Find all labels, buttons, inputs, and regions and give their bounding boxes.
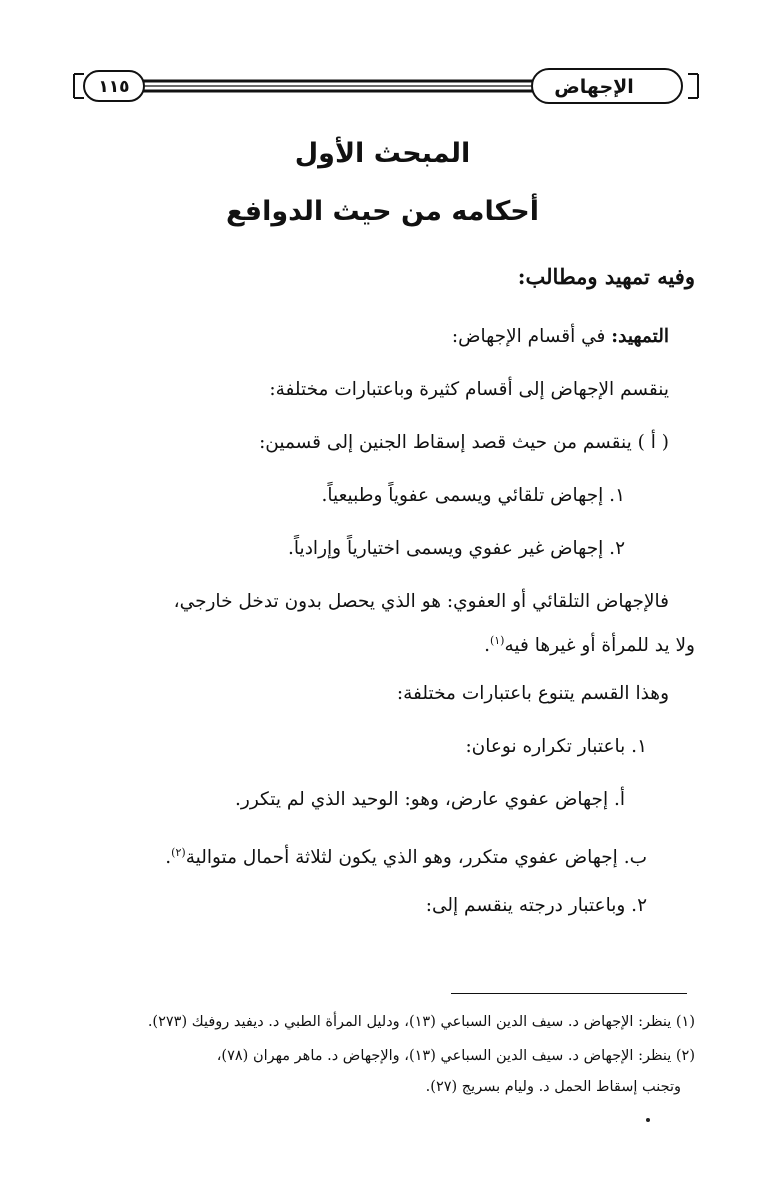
paragraph-7 <box>165 838 647 873</box>
paragraph-1: ينقسم الإجهاض إلى أقسام كثيرة وباعتبارات مختلفة: <box>269 379 669 400</box>
paragraph-7-text: ب. إجهاض عفوي متكرر، وهو الذي يكون لثلاثة أحمال متوالية <box>185 847 647 869</box>
paragraph-3-end: . <box>484 635 490 657</box>
section-subheading: أحكامه من حيث الدوافع <box>225 196 540 227</box>
stray-dot <box>646 1118 650 1122</box>
paragraph-8: ٢. وباعتبار درجته ينقسم إلى: <box>425 895 647 916</box>
footnote-divider <box>451 993 687 994</box>
list-item-1: ١. إجهاض تلقائي ويسمى عفوياً وطبيعياً. <box>321 485 625 506</box>
paragraph-4: وهذا القسم يتنوع باعتبارات مختلفة: <box>396 683 669 704</box>
paragraph-6: أ. إجهاض عفوي عارض، وهو: الوحيد الذي لم يتكرر. <box>235 789 625 810</box>
intro-line <box>452 322 669 352</box>
footnote-ref-2[interactable]: (٢) <box>171 846 186 859</box>
paragraph-7-end: . <box>165 847 172 869</box>
paragraph-3-line-1: فالإجهاض التلقائي أو العفوي: هو الذي يحصل بدون تدخل خارجي، <box>173 591 669 612</box>
list-item-2: ٢. إجهاض غير عفوي ويسمى اختيارياً وإرادياً. <box>288 538 625 559</box>
footnote-2-line-2: وتجنب إسقاط الحمل د. وليام بسريج (٢٧). <box>425 1079 681 1095</box>
intro-text: في أقسام الإجهاض: <box>451 326 606 347</box>
page-number: ١١٥ <box>98 77 130 97</box>
footnote-1: (١) ينظر: الإجهاض د. سيف الدين السباعي (١٣)، ودليل المرأة الطبي د. ديفيد روفيك (٢٧٣). <box>147 1014 695 1030</box>
paragraph-3-text: ولا يد للمرأة أو غيرها فيه <box>504 635 695 657</box>
paragraph-2: ( أ ) ينقسم من حيث قصد إسقاط الجنين إلى قسمين: <box>259 432 669 453</box>
lead-line: وفيه تمهيد ومطالب: <box>517 264 695 289</box>
footnote-ref-1[interactable]: (١) <box>489 634 505 647</box>
section-heading: المبحث الأول <box>294 138 471 169</box>
page-header <box>70 64 702 114</box>
paragraph-3-line-2 <box>484 626 695 661</box>
chapter-title: الإجهاض <box>554 76 634 98</box>
paragraph-5: ١. باعتبار تكراره نوعان: <box>465 736 647 757</box>
footnote-2-line-1: (٢) ينظر: الإجهاض د. سيف الدين السباعي (١٣)، والإجهاض د. ماهر مهران (٧٨)، <box>216 1048 695 1064</box>
intro-label: التمهيد: <box>611 326 669 347</box>
